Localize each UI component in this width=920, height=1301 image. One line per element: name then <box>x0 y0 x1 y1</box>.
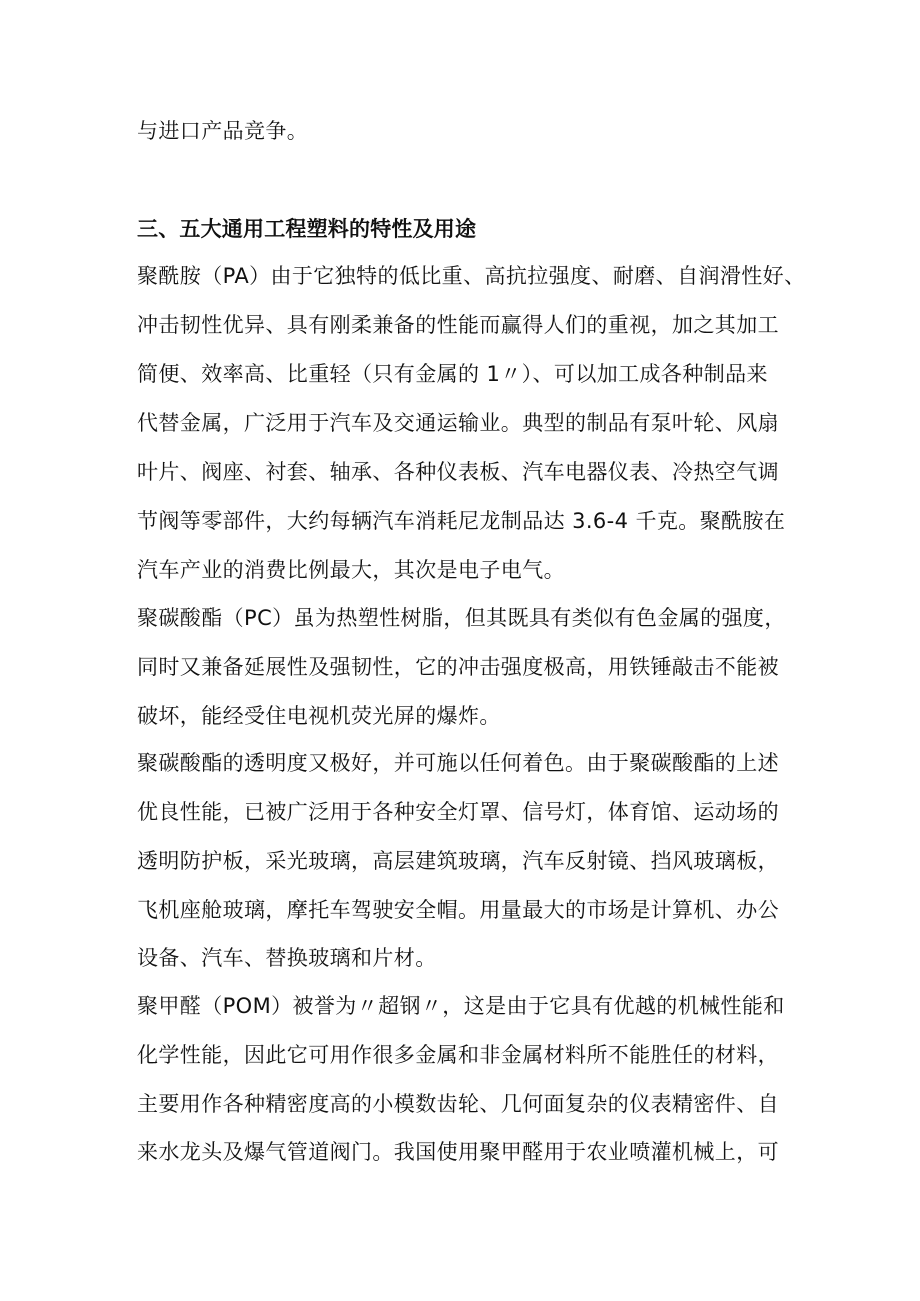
paragraph-line: 飞机座舱玻璃，摩托车驾驶安全帽。用量最大的市场是计算机、办公 <box>137 898 779 922</box>
paragraph-line: 聚甲醛（POM）被誉为〃超钢〃，这是由于它具有优越的机械性能和 <box>137 994 785 1018</box>
paragraph-line: 简便、效率高、比重轻（只有金属的 1〃）、可以加工成各种制品来 <box>137 362 768 386</box>
paragraph-line: 同时又兼备延展性及强韧性，它的冲击强度极高，用铁锤敲击不能被 <box>137 655 779 679</box>
paragraph-line: 化学性能，因此它可用作很多金属和非金属材料所不能胜任的材料， <box>137 1043 779 1067</box>
paragraph-line: 优良性能，已被广泛用于各种安全灯罩、信号灯，体育馆、运动场的 <box>137 800 779 824</box>
section-heading: 三、五大通用工程塑料的特性及用途 <box>137 217 477 241</box>
paragraph-line: 来水龙头及爆气管道阀门。我国使用聚甲醛用于农业喷灌机械上，可 <box>137 1140 779 1164</box>
paragraph-line: 代替金属，广泛用于汽车及交通运输业。典型的制品有泵叶轮、风扇 <box>137 411 779 435</box>
paragraph-line: 透明防护板，采光玻璃，高层建筑玻璃，汽车反射镜、挡风玻璃板， <box>137 849 779 873</box>
paragraph-line: 聚碳酸酯的透明度又极好，并可施以任何着色。由于聚碳酸酯的上述 <box>137 751 779 775</box>
paragraph-line: 聚碳酸酯（PC）虽为热塑性树脂，但其既具有类似有色金属的强度， <box>137 606 786 630</box>
paragraph-line: 主要用作各种精密度高的小模数齿轮、几何面复杂的仪表精密件、自 <box>137 1092 779 1116</box>
paragraph-line: 聚酰胺（PA）由于它独特的低比重、高抗拉强度、耐磨、自润滑性好、 <box>137 264 806 288</box>
paragraph-line: 叶片、阀座、衬套、轴承、各种仪表板、汽车电器仪表、冷热空气调 <box>137 460 779 484</box>
paragraph-line: 节阀等零部件，大约每辆汽车消耗尼龙制品达 3.6-4 千克。聚酰胺在 <box>137 509 786 533</box>
intro-line: 与进口产品竞争。 <box>137 119 309 143</box>
paragraph-line: 设备、汽车、替换玻璃和片材。 <box>137 946 437 970</box>
paragraph-line: 冲击韧性优异、具有刚柔兼备的性能而赢得人们的重视，加之其加工 <box>137 313 779 337</box>
paragraph-line: 破坏，能经受住电视机荧光屏的爆炸。 <box>137 704 501 728</box>
paragraph-line: 汽车产业的消费比例最大，其次是电子电气。 <box>137 558 565 582</box>
